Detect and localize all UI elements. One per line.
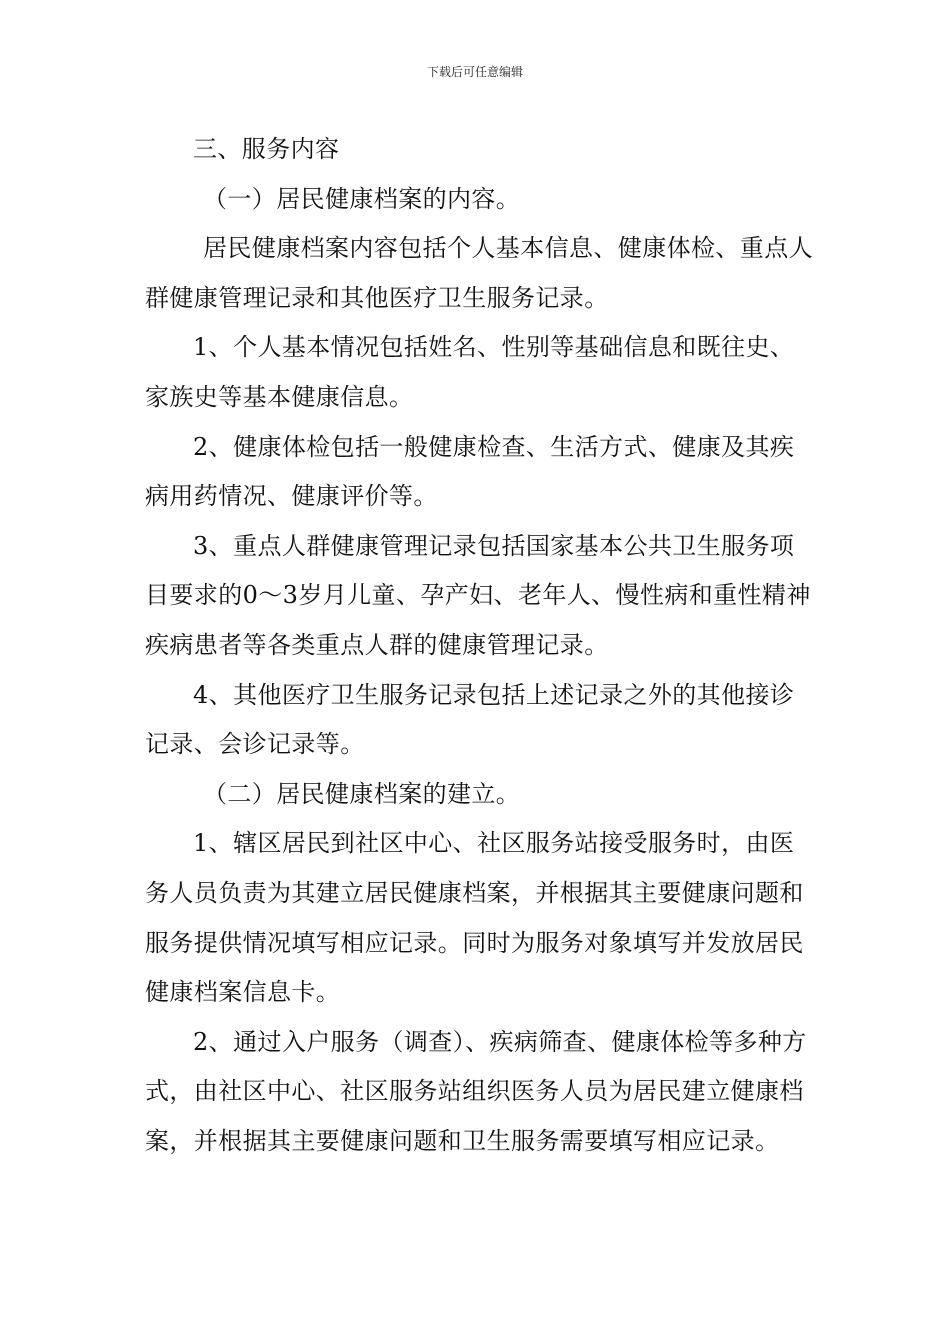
subsection-heading: （二）居民健康档案的建立。 xyxy=(203,779,521,808)
list-item: 3、重点人群健康管理记录包括国家基本公共卫生服务项目要求的0～3岁月儿童、孕产妇、老年人、慢性病和重性精神疾病患者等各类重点人群的健康管理记录。 xyxy=(145,531,811,659)
body-paragraph: 居民健康档案内容包括个人基本信息、健康体检、重点人群健康管理记录和其他医疗卫生服务记录。 xyxy=(145,234,813,312)
section-heading: 三、服务内容 xyxy=(193,135,340,163)
list-item: 1、辖区居民到社区中心、社区服务站接受服务时，由医务人员负责为其建立居民健康档案，并根据其主要健康问题和服务提供情况填写相应记录。同时为服务对象填写并发放居民健康档案信息卡。 xyxy=(145,829,804,1007)
list-item: 2、通过入户服务（调查）、疾病筛查、健康体检等多种方式，由社区中心、社区服务站组织医务人员为居民建立健康档案，并根据其主要健康问题和卫生服务需要填写相应记录。 xyxy=(145,1027,807,1155)
page-header-note: 下载后可任意编辑 xyxy=(426,65,523,79)
list-item: 1、个人基本情况包括姓名、性别等基础信息和既往史、家族史等基本健康信息。 xyxy=(145,333,795,411)
list-item: 2、健康体检包括一般健康检查、生活方式、健康及其疾病用药情况、健康评价等。 xyxy=(145,432,795,511)
list-item: 4、其他医疗卫生服务记录包括上述记录之外的其他接诊记录、会诊记录等。 xyxy=(145,680,795,759)
document-body xyxy=(145,125,815,1166)
subsection-heading: （一）居民健康档案的内容。 xyxy=(203,184,521,213)
